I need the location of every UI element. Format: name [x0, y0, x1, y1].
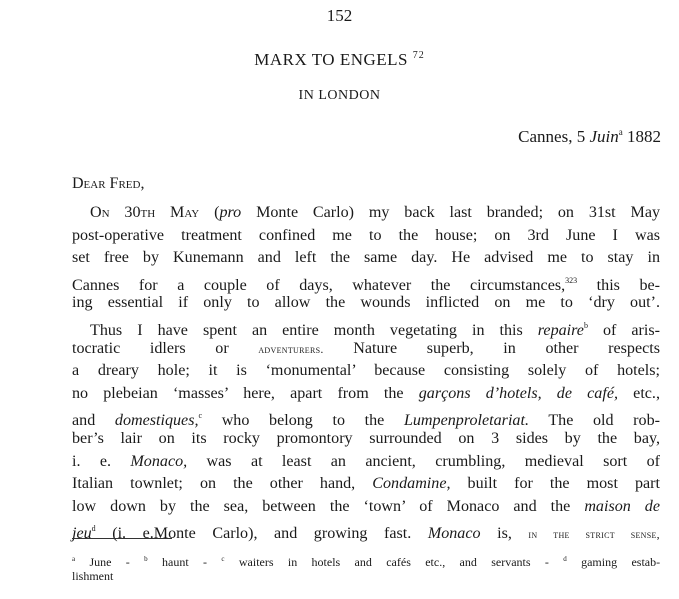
footnotes — [72, 551, 660, 585]
body-text-run: was at least an ancient, crumbling, medieval sort of — [206, 452, 660, 470]
body-line — [72, 473, 660, 496]
footnote-mark: b — [144, 555, 148, 563]
footnote-line: lishment — [72, 569, 114, 583]
body-italic-run: Monaco, — [130, 452, 188, 470]
body-text-run: tocratic idlers or — [72, 339, 229, 357]
body-italic-run: maison de — [584, 497, 661, 515]
body-text-run: ( — [214, 204, 220, 221]
body-line — [72, 405, 660, 428]
body-italic-run: garçons d’hotels, de café, — [418, 384, 618, 402]
body-text-run: built for the most part — [467, 475, 660, 493]
body-line: set free by Kunemann and left the same day. He advised me to stay in — [72, 249, 660, 267]
body-italic-run: domestiques, — [114, 412, 199, 430]
dateline-note-ref: a — [618, 127, 623, 137]
letter-body — [72, 202, 660, 541]
footnote-mark: d — [563, 555, 567, 563]
dateline-year: 1882 — [627, 127, 661, 146]
body-line: ber’s lair on its rocky promontory surrounded on 3 sides by the bay, — [72, 429, 660, 447]
body-text-run: is, — [497, 525, 512, 543]
body-smallcaps-run: in the strict sense, — [528, 527, 660, 542]
body-text-run: no plebeian ‘masses’ here, apart from the — [72, 384, 404, 402]
body-text-run: (i. e.Monte Carlo), and growing fast. — [112, 525, 412, 543]
note-ref: c — [198, 411, 203, 421]
body-smallcaps-run: adventurers. — [258, 341, 324, 356]
letter-title-text: MARX TO ENGELS — [254, 50, 408, 69]
note-ref: 323 — [565, 275, 578, 285]
dateline — [518, 127, 661, 147]
footnote-text: gaming estab- — [581, 555, 661, 569]
footnote-text: June - — [89, 555, 130, 569]
body-text-run: Cannes for a couple of days, whatever the circumstances, — [72, 276, 566, 294]
body-line — [72, 315, 660, 338]
body-line: a dreary hole; it is ‘monumental’ because consisting solely of hotels; — [72, 362, 660, 380]
footnote-mark: c — [221, 555, 225, 563]
footnote-line — [72, 551, 660, 568]
body-text-run: Monte Carlo) my back last branded; on 31st May — [256, 204, 661, 221]
note-ref: d — [91, 524, 96, 534]
body-text-run: Thus I have spent an entire month vegetating in this — [90, 321, 523, 339]
body-line — [72, 496, 660, 519]
body-text-run: of aris- — [602, 321, 660, 339]
body-italic-run: Condamine, — [372, 475, 451, 493]
body-italic-run: repaire — [537, 321, 584, 339]
letter-subtitle: IN LONDON — [298, 88, 381, 103]
body-line: ing essential if only to allow the wounds inflicted on me to ‘dry out’. — [72, 294, 660, 312]
note-ref: b — [583, 320, 588, 330]
body-line: post-operative treatment confined me to the house; on 3rd June I was — [72, 226, 660, 244]
body-line — [72, 338, 660, 361]
title-note-ref: 72 — [412, 50, 425, 61]
body-line — [72, 383, 660, 406]
letter-title — [0, 50, 679, 70]
footnote-mark: a — [72, 555, 76, 563]
body-text-run: low down by the sea, between the ‘town’ of Monaco and the — [72, 497, 571, 515]
body-line — [72, 270, 660, 293]
body-text-run: etc., — [633, 384, 660, 402]
footnote-text: haunt - — [162, 555, 208, 569]
body-text-run: On 30th May — [90, 204, 200, 221]
page-number: 152 — [326, 6, 353, 25]
body-italic-run: Monaco — [427, 525, 481, 543]
salutation: Dear Fred, — [72, 175, 145, 192]
body-text-run: The old rob- — [548, 412, 660, 430]
body-line — [72, 451, 660, 474]
body-text-run: and — [72, 412, 96, 430]
body-text-run: this be- — [596, 276, 660, 294]
dateline-month: Juin — [589, 127, 619, 146]
body-text-run: Italian townlet; on the other hand, — [72, 475, 356, 493]
dateline-place: Cannes, 5 — [518, 127, 586, 146]
footnote-text: waiters in hotels and cafés etc., and servants - — [238, 555, 549, 569]
body-text-run: who belong to the — [221, 412, 385, 430]
body-text-run: i. e. — [72, 452, 112, 470]
body-italic-run: jeu — [72, 525, 92, 543]
body-line — [72, 202, 660, 225]
body-italic-run: pro — [219, 204, 242, 221]
body-text-run: Nature superb, in other respects — [353, 339, 661, 357]
body-italic-run: Lumpenproletariat. — [403, 412, 529, 430]
footnote-divider — [72, 538, 172, 539]
